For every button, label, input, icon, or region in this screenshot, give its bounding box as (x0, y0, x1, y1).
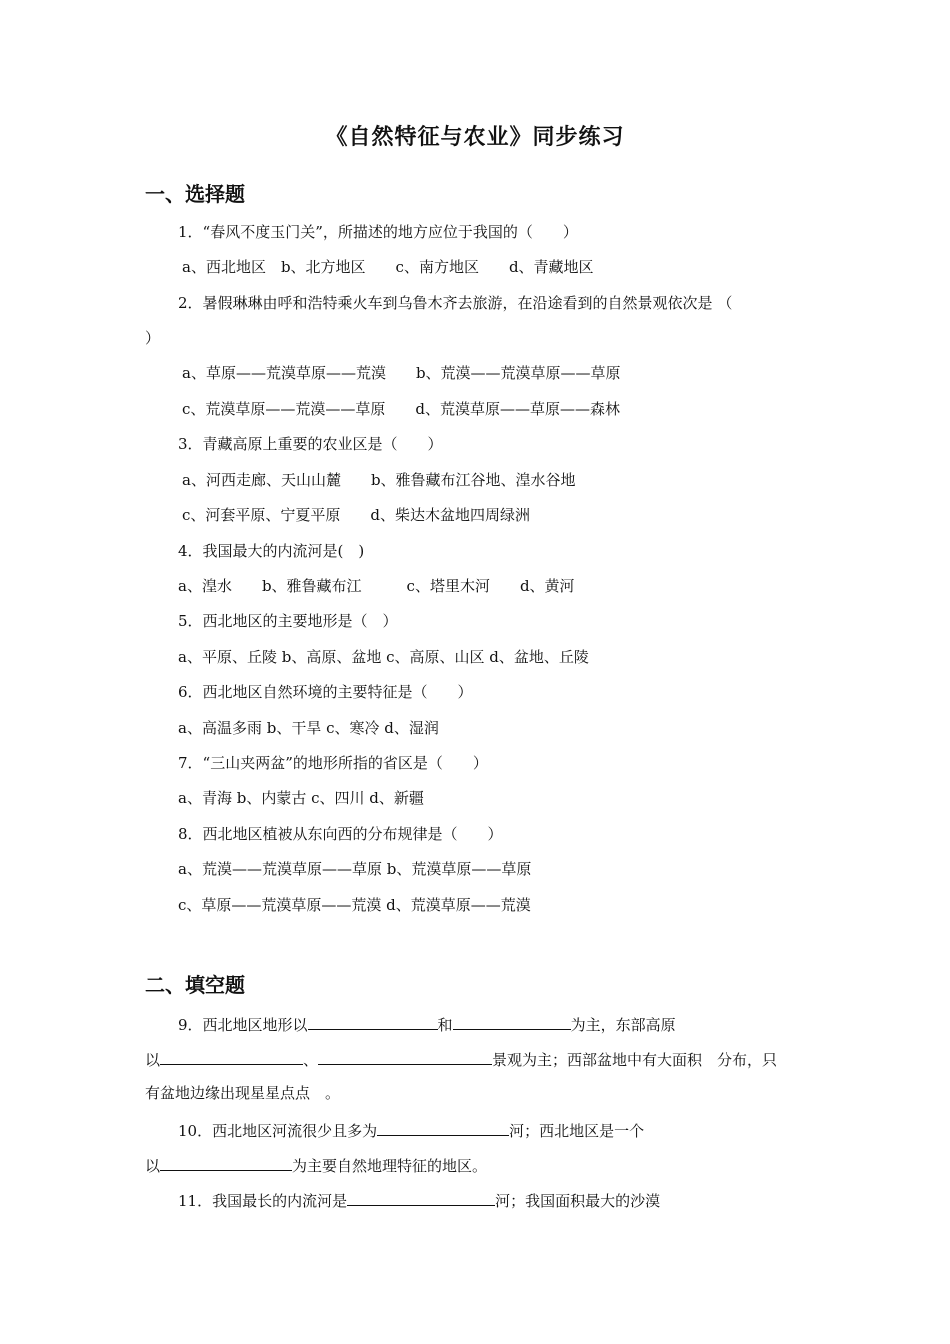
question-8-options-cd: c、草原——荒漠草原——荒漠 d、荒漠草原——荒漠 (178, 896, 531, 914)
question-11-line-1 (178, 1189, 660, 1211)
question-9-text-2: 和 (437, 1016, 453, 1034)
question-3-stem: 3．青藏高原上重要的农业区是（ ） (178, 435, 443, 453)
question-8-options-ab: a、荒漠——荒漠草原——草原 b、荒漠草原——草原 (178, 860, 532, 878)
question-9-line-2 (145, 1048, 777, 1070)
question-1-stem: 1．“春风不度玉门关”，所描述的地方应位于我国的（ ） (178, 223, 578, 241)
section-heading-choice: 一、选择题 (145, 182, 245, 206)
question-3-options-ab: a、河西走廊、天山山麓 b、雅鲁藏布江谷地、湟水谷地 (182, 471, 576, 489)
question-10-text-4: 为主要自然地理特征的地区。 (292, 1157, 488, 1175)
question-9-line-1 (178, 1013, 676, 1035)
question-2-stem: 2．暑假琳琳由呼和浩特乘火车到乌鲁木齐去旅游，在沿途看到的自然景观依次是 （ (178, 294, 733, 312)
question-4-options: a、湟水 b、雅鲁藏布江 c、塔里木河 d、黄河 (178, 577, 575, 595)
question-10-line-2 (145, 1154, 487, 1176)
question-9-text-5: 、 (303, 1051, 319, 1069)
question-10-text-2: 河；西北地区是一个 (509, 1122, 645, 1140)
answer-blank[interactable] (308, 1013, 438, 1030)
question-6-stem: 6．西北地区自然环境的主要特征是（ ） (178, 683, 473, 701)
question-2-options-cd: c、荒漠草原——荒漠——草原 d、荒漠草原——草原——森林 (182, 400, 621, 418)
question-6-options: a、高温多雨 b、干旱 c、寒冷 d、湿润 (178, 719, 439, 737)
answer-blank[interactable] (318, 1048, 492, 1065)
question-7-stem: 7．“三山夹两盆”的地形所指的省区是（ ） (178, 754, 488, 772)
question-9-text-3: 为主，东部高原 (570, 1016, 676, 1034)
question-5-stem: 5．西北地区的主要地形是（ ） (178, 612, 398, 630)
question-11-text-1: 11．我国最长的内流河是 (178, 1192, 348, 1210)
question-4-stem: 4．我国最大的内流河是( ) (178, 542, 365, 560)
question-10-text-3: 以 (145, 1157, 161, 1175)
section-heading-fill-blank: 二、填空题 (145, 973, 245, 997)
question-9-text-4: 以 (145, 1051, 161, 1069)
question-2-stem-continued: ） (145, 329, 161, 347)
question-5-options: a、平原、丘陵 b、高原、盆地 c、高原、山区 d、盆地、丘陵 (178, 648, 589, 666)
question-2-options-ab: a、草原——荒漠草原——荒漠 b、荒漠——荒漠草原——草原 (182, 364, 621, 382)
question-10-line-1 (178, 1119, 644, 1141)
question-9-text-1: 9．西北地区地形以 (178, 1016, 308, 1034)
answer-blank[interactable] (160, 1048, 303, 1065)
question-8-stem: 8．西北地区植被从东向西的分布规律是（ ） (178, 825, 503, 843)
question-11-text-2: 河；我国面积最大的沙漠 (495, 1192, 661, 1210)
answer-blank[interactable] (377, 1119, 509, 1136)
page-title: 《自然特征与农业》同步练习 (325, 125, 625, 150)
question-7-options: a、青海 b、内蒙古 c、四川 d、新疆 (178, 789, 424, 807)
answer-blank[interactable] (453, 1013, 571, 1030)
question-10-text-1: 10．西北地区河流很少且多为 (178, 1122, 378, 1140)
answer-blank[interactable] (160, 1154, 292, 1171)
question-9-line-3: 有盆地边缘出现星星点点 。 (145, 1084, 341, 1102)
question-1-options: a、西北地区 b、北方地区 c、南方地区 d、青藏地区 (182, 258, 594, 276)
answer-blank[interactable] (347, 1189, 495, 1206)
question-9-text-6: 景观为主；西部盆地中有大面积 分布，只 (492, 1051, 778, 1069)
question-3-options-cd: c、河套平原、宁夏平原 d、柴达木盆地四周绿洲 (182, 506, 531, 524)
